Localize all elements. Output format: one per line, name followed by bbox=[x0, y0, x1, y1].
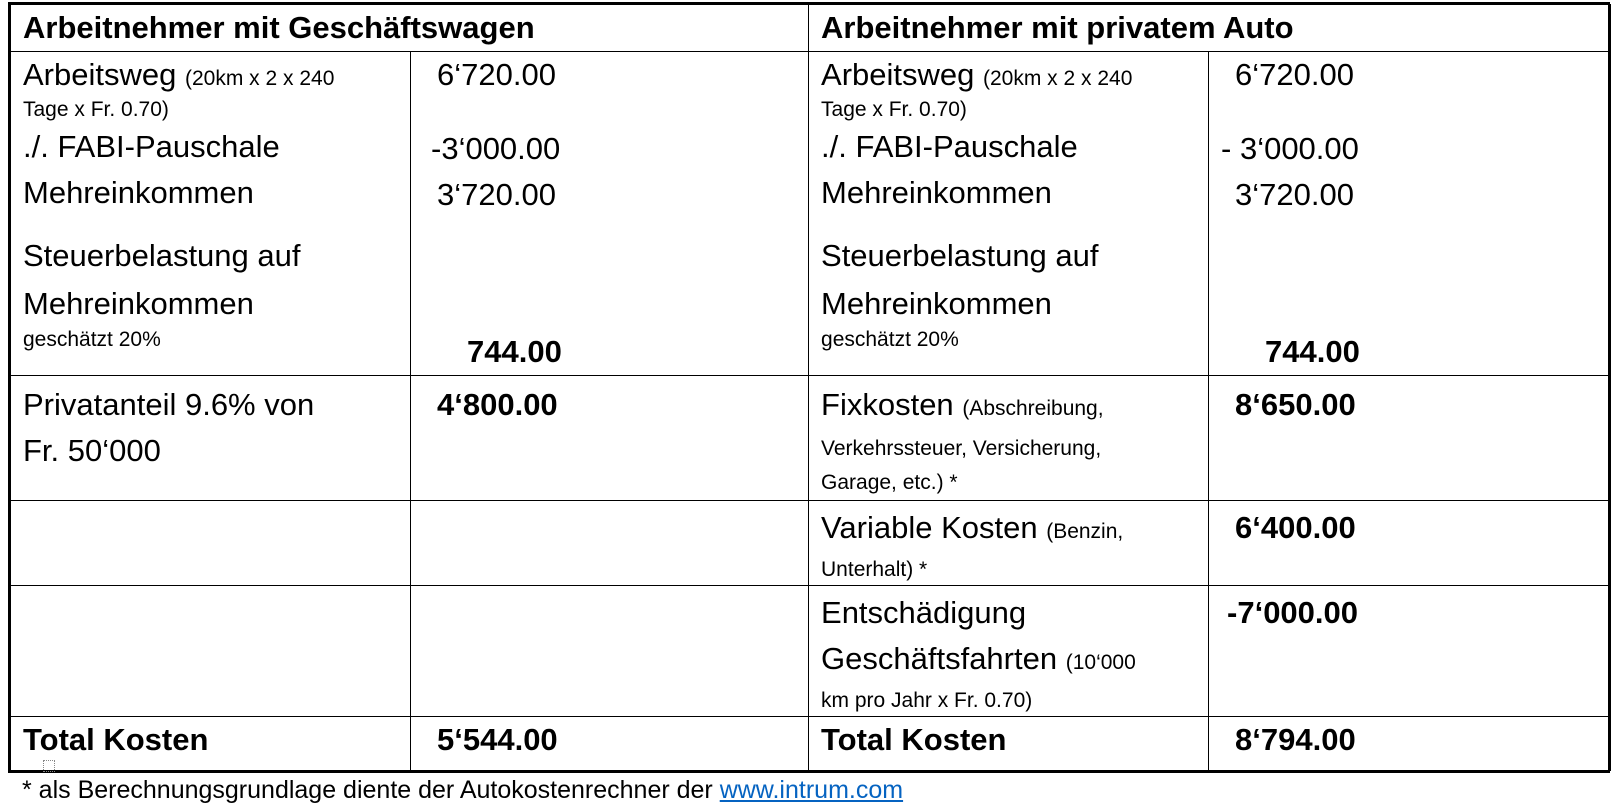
entschaedigung-value: -7‘000.00 bbox=[1227, 595, 1359, 630]
variable-line1 bbox=[821, 505, 1198, 555]
mehreinkommen-label: Mehreinkommen bbox=[821, 175, 1052, 210]
left-income-values bbox=[411, 52, 809, 376]
steuer-label-line1: Steuerbelastung auf bbox=[821, 238, 1099, 273]
fabi-label: ./. FABI-Pauschale bbox=[23, 129, 280, 164]
table-row bbox=[11, 501, 1611, 586]
right-total-label: Total Kosten bbox=[809, 717, 1209, 771]
left-total-label: Total Kosten bbox=[11, 717, 411, 771]
footnote bbox=[22, 776, 903, 805]
arbeitsweg-line bbox=[23, 52, 400, 102]
mehreinkommen-value: 3‘720.00 bbox=[1235, 177, 1354, 212]
steuer-note: geschätzt 20% bbox=[821, 328, 959, 351]
fixkosten-value: 8‘650.00 bbox=[1235, 387, 1356, 422]
variable-kosten-value: 6‘400.00 bbox=[1235, 510, 1356, 545]
total-row bbox=[11, 717, 1611, 771]
arbeitsweg-value: 6‘720.00 bbox=[1235, 57, 1354, 92]
fixkosten-note-line2: Verkehrssteuer, Versicherung, bbox=[821, 437, 1102, 460]
footnote-text: * als Berechnungsgrundlage diente der Autokostenrechner der bbox=[22, 776, 720, 804]
entschaedigung-title2: Geschäftsfahrten bbox=[821, 641, 1058, 676]
fixkosten-label bbox=[809, 376, 1209, 501]
right-total-value: 8‘794.00 bbox=[1209, 717, 1611, 771]
empty-cell bbox=[11, 586, 411, 717]
right-income-values bbox=[1209, 52, 1611, 376]
empty-cell bbox=[11, 501, 411, 586]
steuer-value: 744.00 bbox=[467, 334, 562, 369]
arbeitsweg-note: (20km x 2 x 240 bbox=[184, 67, 335, 90]
fabi-value: - 3‘000.00 bbox=[1221, 131, 1359, 166]
mehreinkommen-value: 3‘720.00 bbox=[437, 177, 556, 212]
steuer-label-line2: Mehreinkommen bbox=[821, 286, 1052, 321]
privatanteil-line2: Fr. 50‘000 bbox=[23, 433, 161, 468]
table-row bbox=[11, 586, 1611, 717]
table-header-row bbox=[11, 5, 1611, 52]
steuer-label-line1: Steuerbelastung auf bbox=[23, 238, 301, 273]
cell-anchor-marker bbox=[43, 760, 55, 772]
fabi-value: -3‘000.00 bbox=[431, 131, 561, 166]
steuer-value: 744.00 bbox=[1265, 334, 1360, 369]
left-total-value: 5‘544.00 bbox=[411, 717, 809, 771]
table-row bbox=[11, 52, 1611, 376]
fixkosten-line1 bbox=[821, 382, 1198, 432]
arbeitsweg-note-line2: Tage x Fr. 0.70) bbox=[23, 98, 169, 121]
variable-note: (Benzin, bbox=[1046, 520, 1124, 543]
mehreinkommen-label: Mehreinkommen bbox=[23, 175, 254, 210]
left-income-labels bbox=[11, 52, 411, 376]
variable-note-line2: Unterhalt) * bbox=[821, 558, 928, 581]
fixkosten-note: (Abschreibung, bbox=[962, 397, 1104, 420]
empty-cell bbox=[411, 586, 809, 717]
arbeitsweg-label: Arbeitsweg bbox=[23, 57, 177, 92]
arbeitsweg-note: (20km x 2 x 240 bbox=[983, 67, 1133, 90]
fixkosten-note-line3: Garage, etc.) * bbox=[821, 471, 958, 494]
privatanteil-value-cell bbox=[411, 376, 809, 501]
variable-kosten-value-cell bbox=[1209, 501, 1611, 586]
left-column-title: Arbeitnehmer mit Geschäftswagen bbox=[11, 5, 809, 52]
right-income-labels bbox=[809, 52, 1209, 376]
entschaedigung-note: (10‘000 bbox=[1065, 651, 1136, 674]
fabi-label: ./. FABI-Pauschale bbox=[821, 129, 1078, 164]
table-row bbox=[11, 376, 1611, 501]
entschaedigung-label bbox=[809, 586, 1209, 717]
intrum-link[interactable]: www.intrum.com bbox=[719, 776, 904, 804]
empty-cell bbox=[411, 501, 809, 586]
entschaedigung-line1: Entschädigung bbox=[821, 595, 1027, 630]
fixkosten-value-cell bbox=[1209, 376, 1611, 501]
variable-title: Variable Kosten bbox=[821, 510, 1038, 545]
variable-kosten-label bbox=[809, 501, 1209, 586]
fixkosten-title: Fixkosten bbox=[821, 387, 954, 422]
privatanteil-label bbox=[11, 376, 411, 501]
entschaedigung-value-cell bbox=[1209, 586, 1611, 717]
arbeitsweg-label: Arbeitsweg bbox=[821, 57, 975, 92]
privatanteil-line1: Privatanteil 9.6% von bbox=[23, 387, 315, 422]
steuer-note: geschätzt 20% bbox=[23, 328, 161, 351]
right-column-title: Arbeitnehmer mit privatem Auto bbox=[809, 5, 1611, 52]
arbeitsweg-line bbox=[821, 52, 1198, 102]
entschaedigung-note-line2: km pro Jahr x Fr. 0.70) bbox=[821, 689, 1033, 712]
privatanteil-value: 4‘800.00 bbox=[437, 387, 558, 422]
arbeitsweg-note-line2: Tage x Fr. 0.70) bbox=[821, 98, 967, 121]
arbeitsweg-value: 6‘720.00 bbox=[437, 57, 556, 92]
steuer-label-line2: Mehreinkommen bbox=[23, 286, 254, 321]
entschaedigung-line2 bbox=[821, 636, 1198, 686]
cost-comparison-table bbox=[10, 4, 1611, 771]
